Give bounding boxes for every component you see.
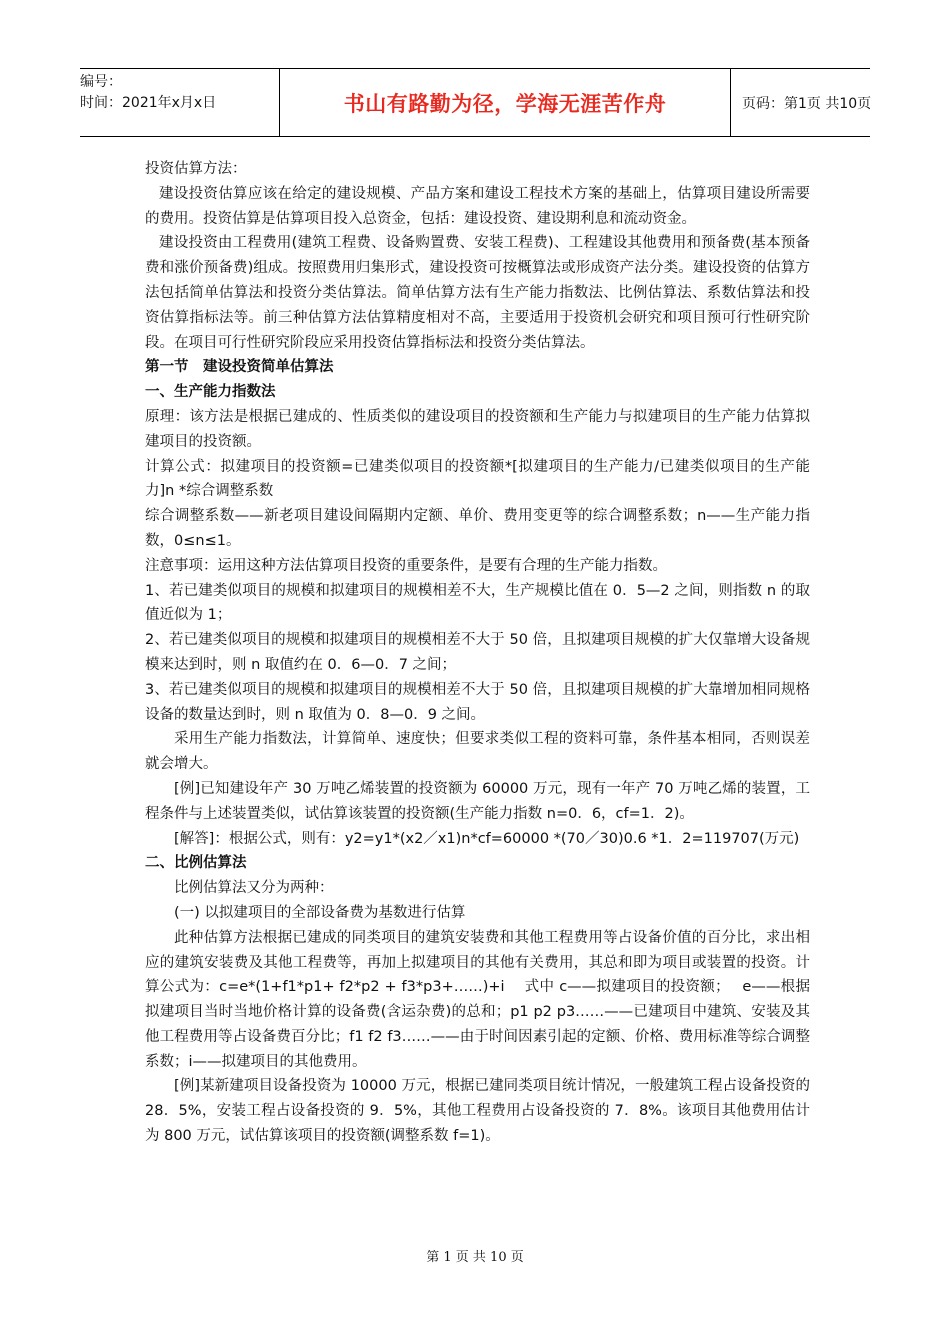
list-item: 1、若已建类似项目的规模和拟建项目的规模相差不大，生产规模比值在 0．5—2 之间，则指数 n 的取值近似为 1； — [145, 582, 810, 624]
example-answer: [解答]：根据公式，则有：y2=y1*(x2／x1)n*cf=60000 *(70／30)0.6 *1．2=119707(万元) — [174, 830, 800, 847]
example-question: [例]某新建项目设备投资为 10000 万元，根据已建同类项目统计情况，一般建筑工程占设备投资的 28．5%，安装工程占设备投资的 9．5%，其他工程费用占设备投资的 7．8%。该项目其他费用估计为 800 万元，试估算该项目的投资额(调整系数 f=1)。 — [145, 1078, 810, 1145]
paragraph: 采用生产能力指数法，计算简单、速度快；但要求类似工程的资料可靠，条件基本相同，否则误差就会增大。 — [145, 731, 810, 773]
page-header — [80, 68, 870, 137]
time-label: 时间：2021年x月x日 — [80, 95, 217, 111]
page-footer: 第 1 页 共 10 页 — [426, 1250, 524, 1265]
paragraph: 建设投资估算应该在给定的建设规模、产品方案和建设工程技术方案的基础上，估算项目建设所需要的费用。投资估算是估算项目投入总资金，包括：建设投资、建设期利息和流动资金。 — [145, 185, 810, 227]
paragraph: 建设投资由工程费用(建筑工程费、设备购置费、安装工程费)、工程建设其他费用和预备费(基本预备费和涨价预备费)组成。按照费用归集形式，建设投资可按概算法或形成资产法分类。建设投资的估算方法包括简单估算法和投资分类估算法。简单估算方法有生产能力指数法、比例估算法、系数估算法和投资估算指标法等。前三种估算方法估算精度相对不高，主要适用于投资机会研究和项目预可行性研究阶段。在项目可行性研究阶段应采用投资估算指标法和投资分类估算法。 — [145, 235, 810, 351]
paragraph: (一) 以拟建项目的全部设备费为基数进行估算 — [174, 904, 466, 921]
list-item: 2、若已建类似项目的规模和拟建项目的规模相差不大于 50 倍，且拟建项目规模的扩大仅靠增大设备规模来达到时，则 n 取值约在 0．6—0．7 之间； — [145, 632, 810, 673]
subsection-heading: 二、比例估算法 — [145, 855, 247, 872]
list-item: 3、若已建类似项目的规模和拟建项目的规模相差不大于 50 倍，且拟建项目规模的扩大靠增加相同规格设备的数量达到时，则 n 取值为 0．8—0．9 之间。 — [145, 681, 810, 723]
intro-heading: 投资估算方法： — [145, 161, 247, 177]
paragraph: 比例估算法又分为两种： — [174, 880, 334, 897]
paragraph: 注意事项：运用这种方法估算项目投资的重要条件，是要有合理的生产能力指数。 — [145, 557, 667, 574]
number-label: 编号： — [80, 74, 122, 90]
section-heading: 第一节 建设投资简单估算法 — [145, 359, 334, 376]
document-body — [145, 157, 810, 1149]
paragraph: 原理：该方法是根据已建成的、性质类似的建设项目的投资额和生产能力与拟建项目的生产能力估算拟建项目的投资额。 — [145, 408, 810, 450]
paragraph: 计算公式：拟建项目的投资额=已建类似项目的投资额*[拟建项目的生产能力/已建类似项目的生产能力]n *综合调整系数 — [145, 458, 810, 500]
example-question: [例]已知建设年产 30 万吨乙烯装置的投资额为 60000 万元，现有一年产 70 万吨乙烯的装置，工程条件与上述装置类似，试估算该装置的投资额(生产能力指数 n=0．6，cf=1．2)。 — [145, 780, 810, 822]
subsection-heading: 一、生产能力指数法 — [145, 384, 276, 401]
header-meta — [80, 69, 280, 136]
header-motto-cell — [280, 69, 731, 136]
paragraph: 综合调整系数——新老项目建设间隔期内定额、单价、费用变更等的综合调整系数；n——生产能力指数，0≤n≤1。 — [145, 508, 810, 549]
paragraph: 此种估算方法根据已建成的同类项目的建筑安装费和其他工程费用等占设备价值的百分比，求出相应的建筑安装费及其他工程费等，再加上拟建项目的其他有关费用，其总和即为项目或装置的投资。计算公式为：c=e*(1+f1*p1+ f2*p2 + f3*p3+……)+i 式中 c——拟建项目的投资额； e——根据拟建项目当时当地价格计算的设备费(含运杂费)的总和；p1 p2 p3……——已建项目中建筑、安装及其他工程费用等占设备费百分比；f1 f2 f3……——由于时间因素引起的定额、价格、费用标准等综合调整系数；i——拟建项目的其他费用。 — [145, 929, 810, 1070]
header-motto: 书山有路勤为径，学海无涯苦作舟 — [343, 91, 667, 116]
header-page-info: 页码：第1页 共10页 — [742, 95, 872, 112]
